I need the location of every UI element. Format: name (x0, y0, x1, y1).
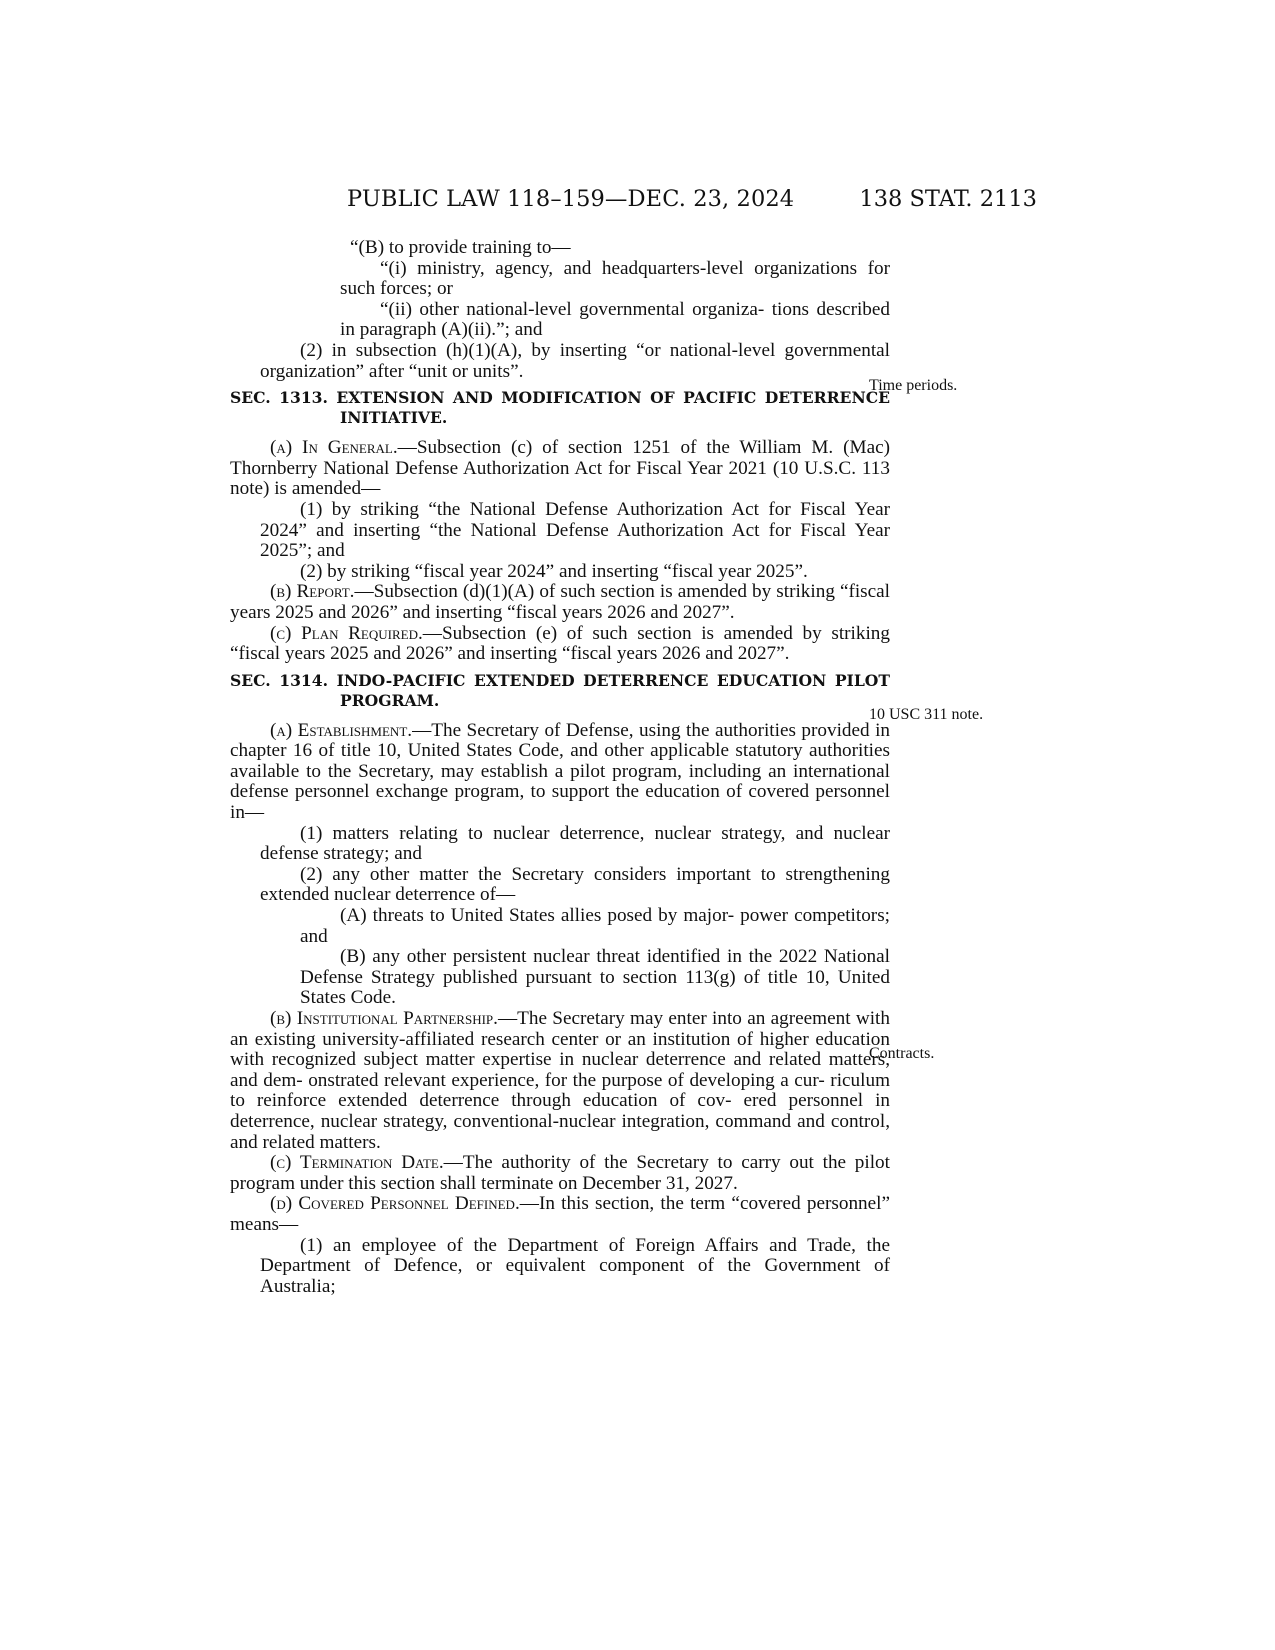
section-1313-heading: SEC. 1313. EXTENSION AND MODIFICATION OF PACIFIC DETERRENCE INITIATIVE. (230, 388, 890, 428)
section-1314-a-2: (2) any other matter the Secretary considers important to strengthening extended nuclear deterrence of— (260, 863, 890, 906)
subsection-text: —The Secretary may enter into an agreement with an existing university-affiliated research center or an institution of higher education with recognized subject matter expertise in nuclear deterrence and related matters, and dem- onstrated relevant experience, for the purpose of developing a cur- riculum to reinforce extended deterrence through education of cov- ered personnel in deterrence, nuclear strategy, conventional-nuclear integration, command and control, and related matters. (230, 1008, 890, 1153)
subsection-label: (a) Establishment. (270, 719, 413, 741)
subsection-text: —Subsection (c) of section 1251 of the William M. (Mac) Thornberry National Defense Authorization Act for Fiscal Year 2021 (10 U.S.C. 113 note) is amended— (230, 437, 890, 500)
section-1313-a-2: (2) by striking “fiscal year 2024” and inserting “fiscal year 2025”. (300, 560, 808, 582)
section-1313-subsection-a (230, 438, 890, 500)
section-1314-d-1: (1) an employee of the Department of Foreign Affairs and Trade, the Department of Defence, or equivalent component of the Government of Australia; (260, 1234, 890, 1297)
section-1314-subsection-a (230, 721, 890, 824)
subsection-label: (b) Report. (270, 581, 355, 603)
subsection-text: —In this section, the term “covered personnel” means— (230, 1193, 890, 1235)
margin-note-usc-note: 10 USC 311 note. (869, 706, 984, 723)
paragraph-b-training: “(B) to provide training to— (350, 237, 571, 258)
margin-note-time-periods: Time periods. (869, 377, 958, 394)
section-1314-a-2-B: (B) any other persistent nuclear threat identified in the 2022 National Defense Strategy published pursuant to section 113(g) of title 10, United States Code. (300, 946, 890, 1009)
section-1314-a-1: (1) matters relating to nuclear deterrence, nuclear strategy, and nuclear defense strategy; and (260, 822, 890, 865)
subsection-label: (a) In General. (270, 437, 398, 459)
subsection-text: —Subsection (e) of such section is amended by striking “fiscal years 2025 and 2026” and inserting “fiscal years 2026 and 2027”. (230, 622, 890, 665)
section-1313-a-1: (1) by striking “the National Defense Authorization Act for Fiscal Year 2024” and inserting “the National Defense Authorization Act for Fiscal Year 2025”; and (260, 498, 890, 562)
subsection-text: —Subsection (d)(1)(A) of such section is amended by striking “fiscal years 2025 and 2026” and inserting “fiscal years 2026 and 2027”. (230, 581, 891, 623)
margin-note-contracts: Contracts. (869, 1045, 935, 1062)
subsection-label: (c) Plan Required. (270, 622, 423, 644)
statute-page-number: 138 STAT. 2113 (859, 186, 1037, 212)
paragraph-2-subsection-h: (2) in subsection (h)(1)(A), by inserting “or national-level governmental organization” after “unit or units”. (260, 339, 890, 382)
running-head-title: PUBLIC LAW 118–159—DEC. 23, 2024 (347, 186, 795, 212)
clause-b-ii: “(ii) other national-level governmental organiza- tions described in paragraph (A)(ii).”; and (340, 298, 890, 341)
section-1314-a-2-A: (A) threats to United States allies posed by major- power competitors; and (300, 905, 890, 947)
subsection-text: —The Secretary of Defense, using the authorities provided in chapter 16 of title 10, United States Code, and other applicable statutory authorities available to the Secretary, may establish a pilot program, including an international defense personnel exchange program, to support the education of covered personnel in— (230, 719, 890, 824)
document-body (230, 238, 890, 1297)
section-1314-subsection-b (230, 1009, 890, 1153)
section-1314-subsection-c (230, 1153, 890, 1194)
clause-b-i: “(i) ministry, agency, and headquarters-level organizations for such forces; or (340, 257, 890, 300)
section-1314-subsection-d (230, 1194, 890, 1235)
subsection-label: (c) Termination Date. (270, 1152, 444, 1174)
section-1314-heading: SEC. 1314. INDO-PACIFIC EXTENDED DETERRENCE EDUCATION PILOT PROGRAM. (230, 670, 890, 710)
subsection-text: —The authority of the Secretary to carry out the pilot program under this section shall terminate on December 31, 2027. (230, 1152, 890, 1194)
section-1313-subsection-c (230, 624, 890, 665)
section-1313-subsection-b (230, 582, 890, 623)
subsection-label: (b) Institutional Partnership. (270, 1008, 498, 1029)
page-header (347, 186, 1037, 226)
subsection-label: (d) Covered Personnel Defined. (270, 1193, 520, 1215)
